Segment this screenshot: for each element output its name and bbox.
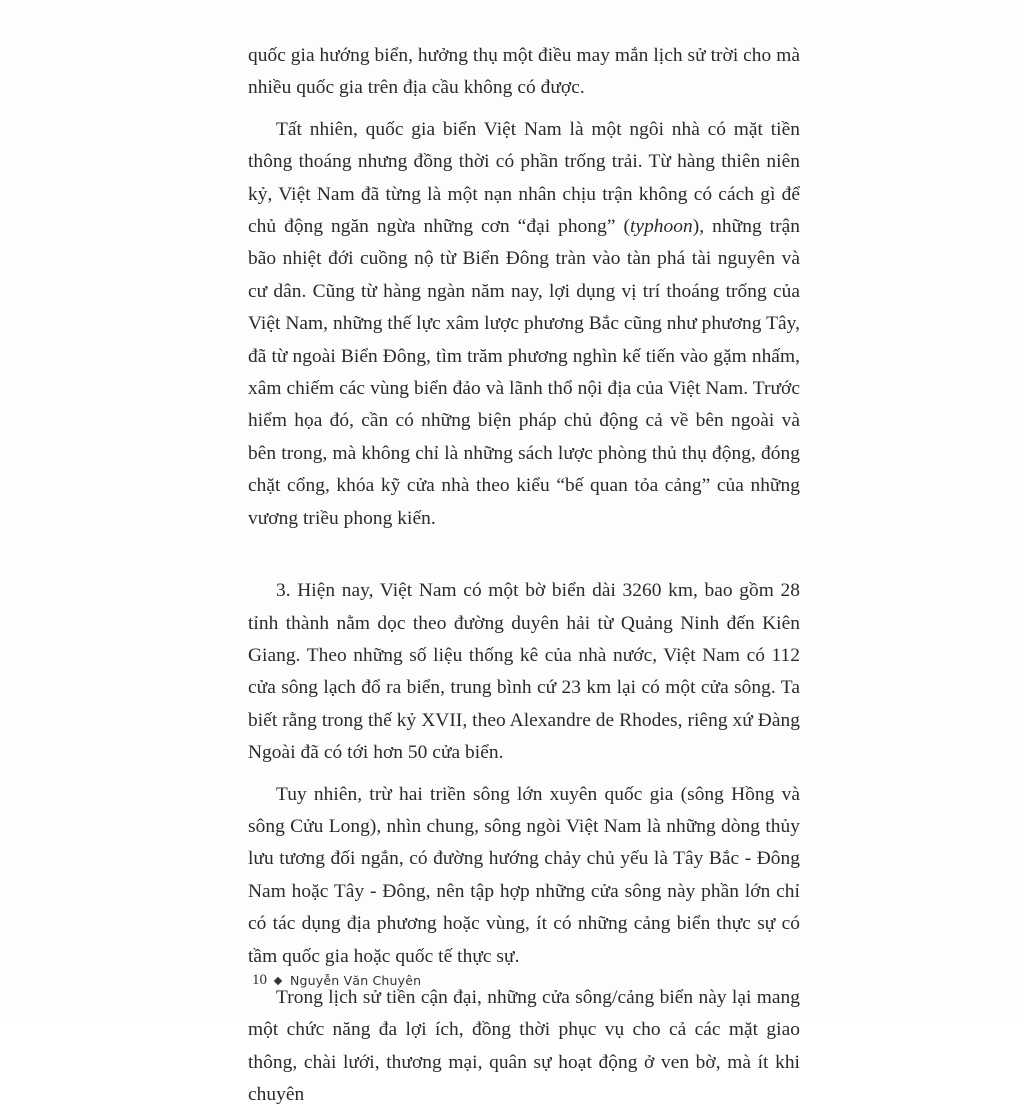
paragraph-vulnerability: Tất nhiên, quốc gia biển Việt Nam là một ngôi nhà có mặt tiền thông thoáng nhưng đồng thời có phần trống trải. Từ hàng thiên niên kỷ, Việt Nam đã từng là một nạn nhân chịu trận không có cách gì để chủ động ngăn ngừa những cơn “đại phong” (typhoon), những trận bão nhiệt đới cuồng nộ từ Biển Đông tràn vào tàn phá tài nguyên và cư dân. Cũng từ hàng ngàn năm nay, lợi dụng vị trí thoáng trống của Việt Nam, những thế lực xâm lược phương Bắc cũng như phương Tây, đã từ ngoài Biển Đông, tìm trăm phương nghìn kế tiến vào gặm nhấm, xâm chiếm các vùng biển đảo và lãnh thổ nội địa của Việt Nam. Trước hiểm họa đó, cần có những biện pháp chủ động cả về bên ngoài và bên trong, mà không chỉ là những sách lược phòng thủ thụ động, đóng chặt cổng, khóa kỹ cửa nhà theo kiểu “bế quan tỏa cảng” của những vương triều phong kiến. — [248, 118, 800, 529]
paragraph-spacer — [248, 770, 800, 779]
italic-term: typhoon — [629, 216, 693, 238]
author-name: Nguyễn Văn Chuyên — [290, 973, 422, 988]
paragraph-continuation: quốc gia hướng biển, hưởng thụ một điều may mắn lịch sử trời cho mà nhiều quốc gia trên địa cầu không có được. — [248, 45, 800, 99]
section-spacer — [248, 535, 800, 575]
diamond-separator-icon — [274, 976, 282, 984]
page-footer — [252, 972, 421, 989]
paragraph-history: Trong lịch sử tiền cận đại, những cửa sông/cảng biển này lại mang một chức năng đa lợi ích, đồng thời phục vụ cho cả các mặt giao thông, chài lưới, thương mại, quân sự hoạt động ở ven bờ, mà ít khi chuyên — [248, 986, 800, 1106]
paragraph-spacer — [248, 105, 800, 114]
body-text — [248, 40, 800, 1112]
paragraph-section-3: 3. Hiện nay, Việt Nam có một bờ biển dài 3260 km, bao gồm 28 tỉnh thành nằm dọc theo đường duyên hải từ Quảng Ninh đến Kiên Giang. Theo những số liệu thống kê của nhà nước, Việt Nam có 112 cửa sông lạch đổ ra biển, trung bình cứ 23 km lại có một cửa sông. Ta biết rằng trong thế kỷ XVII, theo Alexandre de Rhodes, riêng xứ Đàng Ngoài đã có tới hơn 50 cửa biển. — [248, 580, 800, 764]
paragraph-rivers: Tuy nhiên, trừ hai triền sông lớn xuyên quốc gia (sông Hồng và sông Cửu Long), nhìn chung, sông ngòi Việt Nam là những dòng thủy lưu tương đối ngắn, có đường hướng chảy chủ yếu là Tây Bắc - Đông Nam hoặc Tây - Đông, nên tập hợp những cửa sông này phần lớn chỉ có tác dụng địa phương hoặc vùng, ít có những cảng biển thực sự có tầm quốc gia hoặc quốc tế thực sự. — [248, 783, 800, 967]
page-number: 10 — [252, 972, 267, 988]
